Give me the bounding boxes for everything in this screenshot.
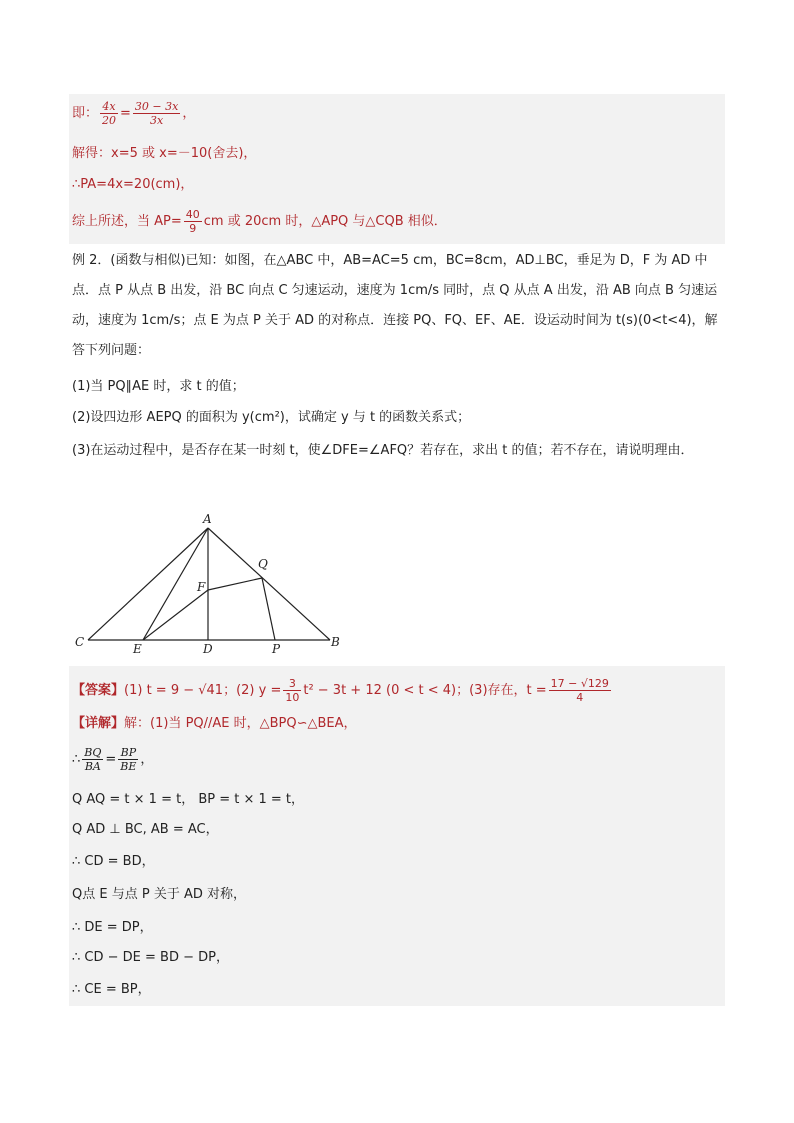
solution-line-2: 解得：x=5 或 x=－10(舍去)， — [72, 146, 257, 161]
fraction: $\frac{BP}{BE}$ — [120, 746, 137, 773]
question-3: (3)在运动过程中，是否存在某一时刻 t，使∠DFE=∠AFQ？若存在，求出 t 的值；若不存在，请说明理由． — [72, 443, 694, 458]
detail-line-1: 【详解】解：(1)当 PQ//AE 时，△BPQ∽△BEA， — [72, 716, 357, 731]
detail-line-6: Q点 E 与点 P 关于 AD 对称， — [72, 887, 246, 902]
detail-line-5: ∴ CD = BD， — [72, 854, 155, 869]
segment-FQ — [208, 578, 262, 590]
detail-line-2: ∴ $\frac{BQ}{BA}$ = $\frac{BP}{BE}$ ， — [72, 746, 154, 773]
label-Q: Q — [258, 557, 268, 571]
detail-line-4: Q AD ⊥ BC, AB = AC， — [72, 822, 219, 837]
question-2: (2)设四边形 AEPQ 的面积为 y(cm²)，试确定 y 与 t 的函数关系式； — [72, 410, 471, 425]
label-C: C — [75, 635, 85, 649]
label-D: D — [203, 642, 213, 656]
question-1: (1)当 PQ∥AE 时，求 t 的值； — [72, 379, 245, 394]
label-E: E — [133, 642, 142, 656]
label-B: B — [331, 635, 340, 649]
detail-line-7: ∴ DE = DP， — [72, 920, 153, 935]
segment-AB — [208, 528, 330, 640]
detail-line-9: ∴ CE = BP， — [72, 982, 151, 997]
fraction: $\frac{40}{9}$ — [185, 208, 200, 235]
label-F: F — [197, 580, 206, 594]
fraction: $\frac{BQ}{BA}$ — [84, 746, 102, 773]
fraction: $\frac{17 - √129}{4}$ — [550, 677, 609, 704]
solution-line-3: ∴PA=4x=20(cm)， — [72, 177, 194, 192]
example-2-statement: 例 2．(函数与相似)已知：如图，在△ABC 中，AB=AC=5 cm，BC=8cm，AD⊥BC，垂足为 D，F 为 AD 中点．点 P 从点 B 出发，沿 BC 向点 C 匀速运动，速度为 1cm/s 同时，点 Q 从点 A 出发，沿 AB 向点 B 匀速运动，速度为 1cm/s；点 E 为点 P 关于 AD 的对称点．连接 PQ、FQ、EF、AE．设运动时间为 t(s)(0<t<4)，解答下列问题： — [72, 253, 718, 358]
triangle-figure — [0, 510, 794, 660]
solution-line-4: 综上所述，当 AP= $\frac{40}{9}$ cm 或 20cm 时，△APQ 与△CQB 相似． — [72, 208, 447, 235]
fraction: $\frac{3}{10}$ — [285, 677, 300, 704]
label-A: A — [203, 512, 212, 526]
answer-line: 【答案】(1) t = 9 − √41；(2) y = $\frac{3}{10}$ t² − 3t + 12 (0 < t < 4)；(3)存在，t = $\frac{17 - √129}{4}$ — [72, 677, 609, 704]
fraction: $\frac{30 - 3x}{3x}$ — [134, 100, 179, 127]
fraction: $\frac{4x}{20}$ — [102, 100, 117, 127]
label-P: P — [272, 642, 281, 656]
segment-EF — [143, 590, 208, 640]
detail-line-3: Q AQ = t × 1 = t， BP = t × 1 = t， — [72, 792, 305, 807]
segment-AC — [88, 528, 208, 640]
detail-line-8: ∴ CD − DE = BD − DP， — [72, 950, 229, 965]
solution-line-1: 即： $\frac{4x}{20}$ = $\frac{30 - 3x}{3x}$ ， — [72, 100, 196, 127]
